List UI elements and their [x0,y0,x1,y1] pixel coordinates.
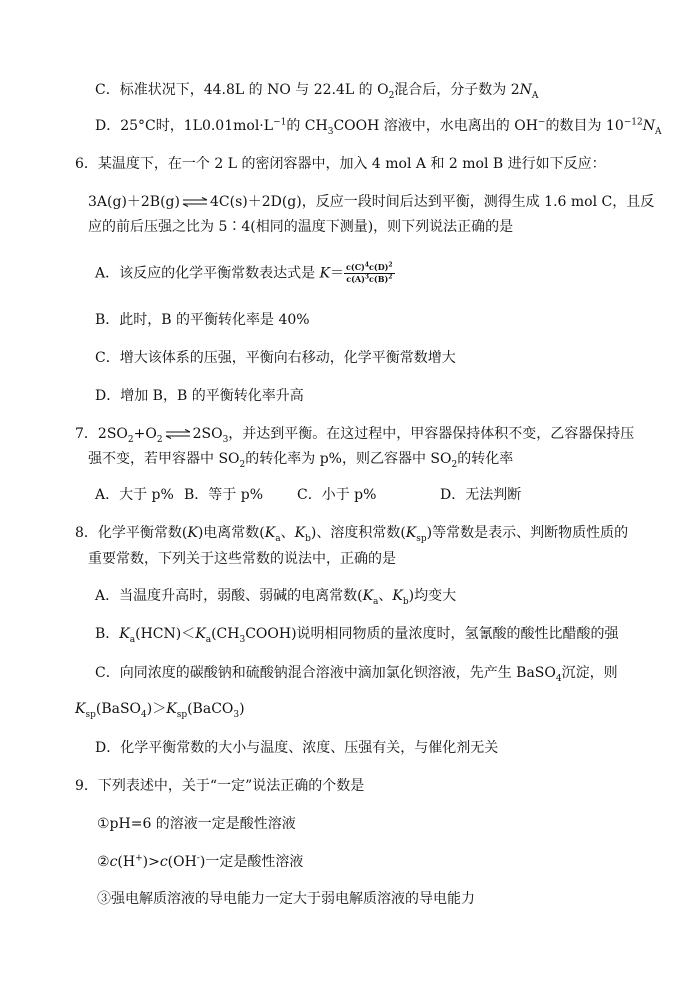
q9-stem: 9．下列表述中，关于“一定”说法正确的个数是 [75,778,365,794]
q5-option-c: C．标准状况下，44.8L 的 NO 与 22.4L 的 $O_2$混合后，分子数为 $2N_A$ [95,82,539,101]
q8-stem-line2: 重要常数，下列关于这些常数的说法中，正确的是 [88,551,396,567]
q7-option-a: A．大于 p% [95,487,174,503]
q6-option-d: D．增加 B，B 的平衡转化率升高 [95,388,304,404]
q9-statement-3: ③强电解质溶液的导电能力一定大于弱电解质溶液的导电能力 [97,891,475,907]
q8-option-c-line2: $K_{sp}(BaSO_4)>K_{sp}(BaCO_3)$ [75,701,245,720]
q8-option-b: B．$K_a(HCN)<K_a(CH_3COOH)$说明相同物质的量浓度时，氢氰酸的酸性比醋酸的强 [95,626,619,645]
q8-option-c: C．向同浓度的碳酸钠和硫酸钠混合溶液中滴加氯化钡溶液，先产生 BaSO$_4$沉淀，则 [95,665,618,684]
q6-option-b: B．此时，B 的平衡转化率是 40% [95,312,310,328]
q8-stem: 8．化学平衡常数(K)电离常数($K_a$、$K_b$)、溶度积常数$(K_{sp})$等常数是表示、判断物质性质的 [75,525,629,544]
q7-stem-line2: 强不变，若甲容器中 $SO_2$的转化率为 p%，则乙容器中 $SO_2$的转化率 [88,451,514,470]
equilibrium-arrow-icon [165,429,191,439]
q5-option-d: D．25°C时，$1L0.01mol\cdot L^{-1}$的 $CH_3COOH$ 溶液中，水电离出的 OH−的数目为 $10^{-12}N_A$ [95,117,662,137]
q7-option-d: D．无法判断 [440,487,522,503]
equilibrium-constant-fraction: $\frac{c(C)^4c(D)^2}{c(A)^3c(B)^2}$ [346,261,393,284]
q7-option-b: B．等于 p% [184,487,264,503]
q8-option-a: A．当温度升高时，弱酸、弱碱的电离常数($K_a$、$K_b$)均变大 [95,588,457,607]
q7-stem: 7．$2SO_2+O_2$ $2SO_3$，并达到平衡。在这过程中，甲容器保持体积不变，乙容器保持压 [75,426,635,445]
q9-statement-2: ②c(H+)>c(OH-)一定是酸性溶液 [97,853,304,870]
q8-option-d: D．化学平衡常数的大小与温度、浓度、压强有关，与催化剂无关 [95,740,499,756]
equilibrium-arrow-icon [182,197,208,207]
q9-statement-1: ①pH=6 的溶液一定是酸性溶液 [97,816,296,832]
q7-option-c: C．小于 p% [297,487,377,503]
q6-option-a: A．该反应的化学平衡常数表达式是 K＝ $\frac{c(C)^4c(D)^2}{c(A)^3c(B)^2}$ [95,261,393,284]
q6-stem: 6．某温度下，在一个 2 L 的密闭容器中，加入 4 mol A 和 2 mol B 进行如下反应： [75,156,606,172]
q6-stem-line3: 应的前后压强之比为 5∶4(相同的温度下测量)，则下列说法正确的是 [88,219,514,235]
q6-equation: 3A(g)＋2B(g) 4C(s)＋2D(g)，反应一段时间后达到平衡，测得生成 1.6 mol C，且反 [88,194,655,210]
q6-option-c: C．增大该体系的压强，平衡向右移动，化学平衡常数增大 [95,350,456,366]
